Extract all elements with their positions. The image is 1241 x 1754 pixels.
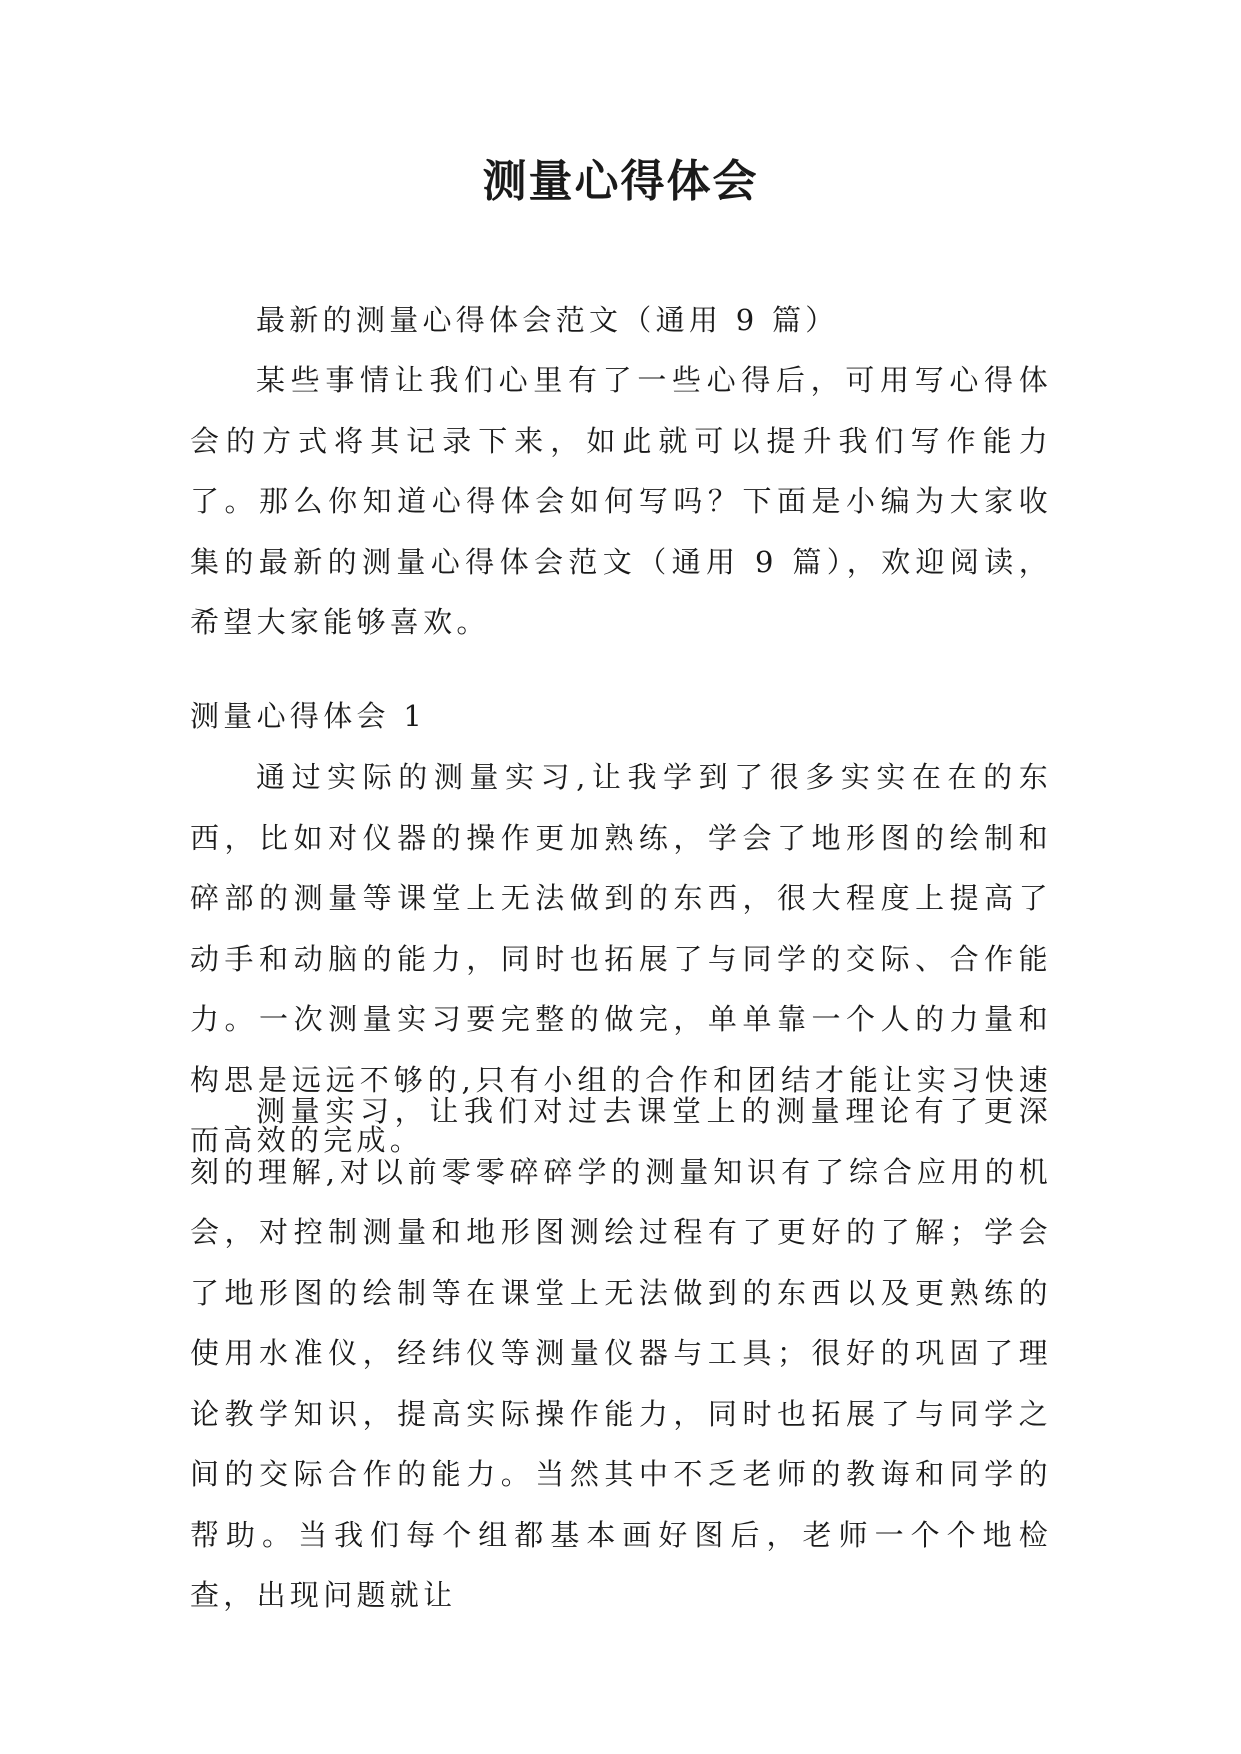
body-paragraph: 通过实际的测量实习,让我学到了很多实实在在的东西，比如对仪器的操作更加熟练，学会了地形图的绘制和碎部的测量等课堂上无法做到的东西，很大程度上提高了动手和动脑的能力，同时也拓展了与同学的交际、合作能力。一次测量实习要完整的做完，单单靠一个人的力量和构思是远远不够的,只有小组的合作和团结才能让实习快速而高效的完成。 [190, 760, 1052, 1157]
body-paragraph: 测量实习，让我们对过去课堂上的测量理论有了更深刻的理解,对以前零零碎碎学的测量知识有了综合应用的机会，对控制测量和地形图测绘过程有了更好的了解；学会了地形图的绘制等在课堂上无法做到的东西以及更熟练的使用水准仪，经纬仪等测量仪器与工具；很好的巩固了理论教学知识，提高实际操作能力，同时也拓展了与同学之间的交际合作的能力。当然其中不乏老师的教诲和同学的帮助。当我们每个组都基本画好图后，老师一个个地检查，出现问题就让 [190, 1094, 1052, 1612]
document-subtitle: 最新的测量心得体会范文（通用 9 篇） [256, 303, 839, 337]
document-title: 测量心得体会 [482, 156, 759, 207]
intro-paragraph: 某些事情让我们心里有了一些心得后，可用写心得体会的方式将其记录下来，如此就可以提升我们写作能力了。那么你知道心得体会如何写吗？下面是小编为大家收集的最新的测量心得体会范文（通用 9 篇），欢迎阅读，希望大家能够喜欢。 [190, 363, 1052, 639]
section-heading: 测量心得体会 1 [190, 699, 427, 733]
